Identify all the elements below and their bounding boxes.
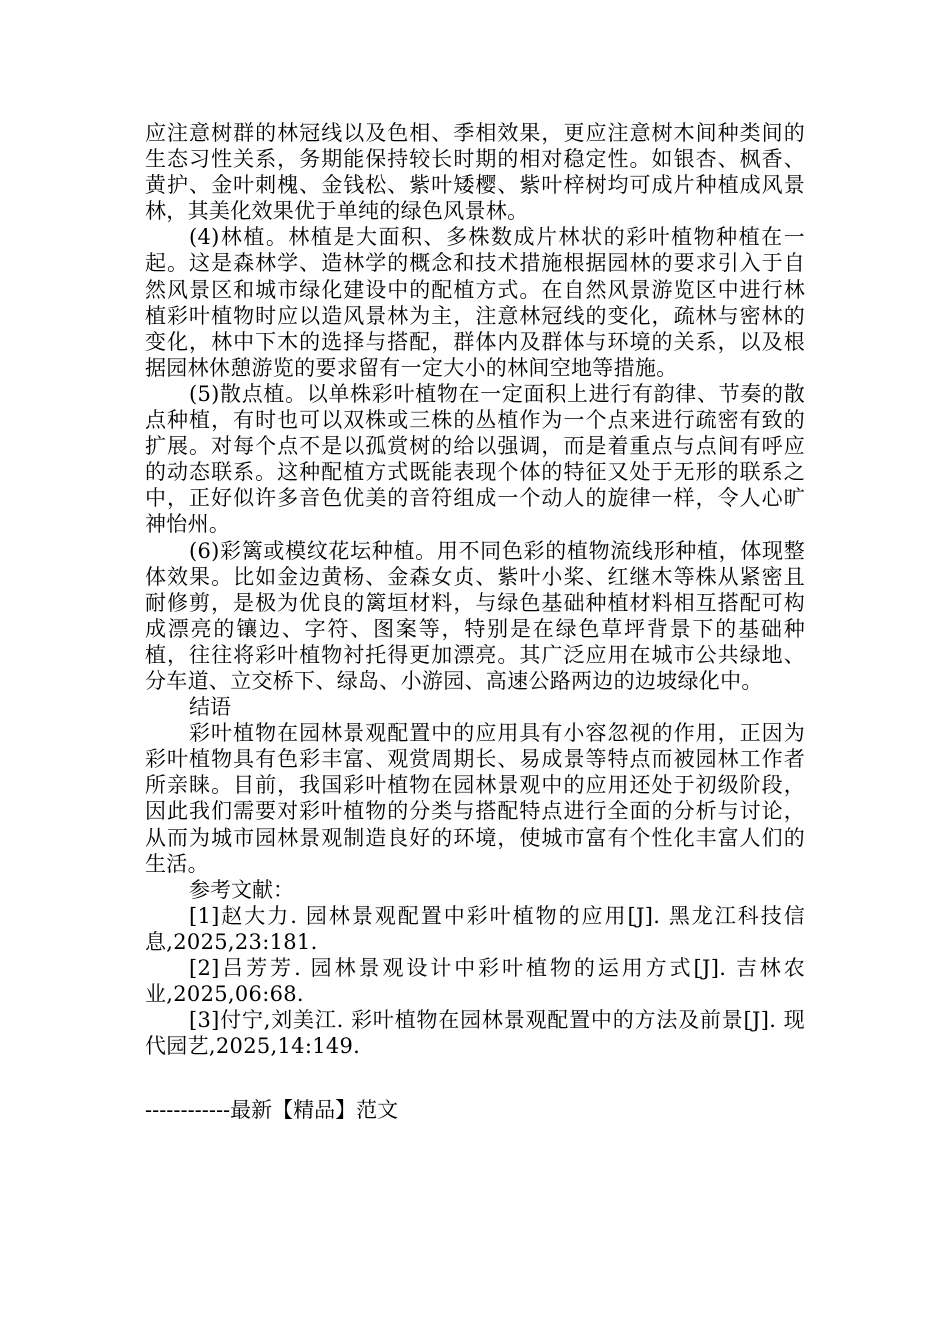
paragraph-forest-planting: (4)林植。林植是大面积、多株数成片林状的彩叶植物种植在一起。这是森林学、造林学的概念和技术措施根据园林的要求引入于自然风景区和城市绿化建设中的配植方式。在自然风景游览区中进行林植彩叶植物时应以造风景林为主，注意林冠线的变化，疏林与密林的变化，林中下木的选择与搭配，群体内及群体与环境的关系，以及根据园林休憩游览的要求留有一定大小的林间空地等措施。	[145, 225, 805, 380]
references-heading: 参考文献：	[189, 877, 294, 902]
conclusion-heading: 结语	[189, 695, 231, 720]
paragraph-scattered-planting: (5)散点植。以单株彩叶植物在一定面积上进行有韵律、节奏的散点种植，有时也可以双株或三株的丛植作为一个点来进行疏密有致的扩展。对每个点不是以孤赏树的给以强调，而是着重点与点间有呼应的动态联系。这种配植方式既能表现个体的特征又处于无形的联系之中，正好似许多音色优美的音符组成一个动人的旋律一样，令人心旷神怡州。	[145, 381, 805, 537]
reference-item-2: [2]吕芳芳. 园林景观设计中彩叶植物的运用方式[J]. 吉林农业,2025,06:68.	[145, 956, 805, 1007]
paragraph-hedge-planting: (6)彩篱或模纹花坛种植。用不同色彩的植物流线形种植，体现整体效果。比如金边黄杨、金森女贞、紫叶小桨、红继木等株从紧密且耐修剪，是极为优良的篱垣材料，与绿色基础种植材料相互搭配可构成漂亮的镶边、字符、图案等，特别是在绿色草坪背景下的基础种植，往往将彩叶植物衬托得更加漂亮。其广泛应用在城市公共绿地、分车道、立交桥下、绿岛、小游园、高速公路两边的边坡绿化中。	[145, 538, 805, 693]
reference-item-3: [3]付宁,刘美江. 彩叶植物在园林景观配置中的方法及前景[J]. 现代园艺,2025,14:149.	[145, 1008, 805, 1059]
paragraph-tree-group: 应注意树群的林冠线以及色相、季相效果，更应注意树木间种类间的生态习性关系，务期能保持较长时期的相对稳定性。如银杏、枫香、黄护、金叶刺槐、金钱松、紫叶矮樱、紫叶梓树均可成片种植成风景林，其美化效果优于单纯的绿色风景林。	[145, 121, 805, 224]
conclusion-paragraph: 彩叶植物在园林景观配置中的应用具有小容忽视的作用，正因为彩叶植物具有色彩丰富、观赏周期长、易成景等特点而被园林工作者所亲睐。目前，我国彩叶植物在园林景观中的应用还处于初级阶段，因此我们需要对彩叶植物的分类与搭配特点进行全面的分析与讨论，从而为城市园林景观制造良好的环境，使城市富有个性化丰富人们的生活。	[145, 721, 805, 876]
reference-item-1: [1]赵大力. 园林景观配置中彩叶植物的应用[J]. 黑龙江科技信息,2025,23:181.	[145, 903, 805, 954]
document-body	[145, 120, 805, 1059]
footer-text: ------------最新【精品】范文	[145, 1098, 399, 1122]
